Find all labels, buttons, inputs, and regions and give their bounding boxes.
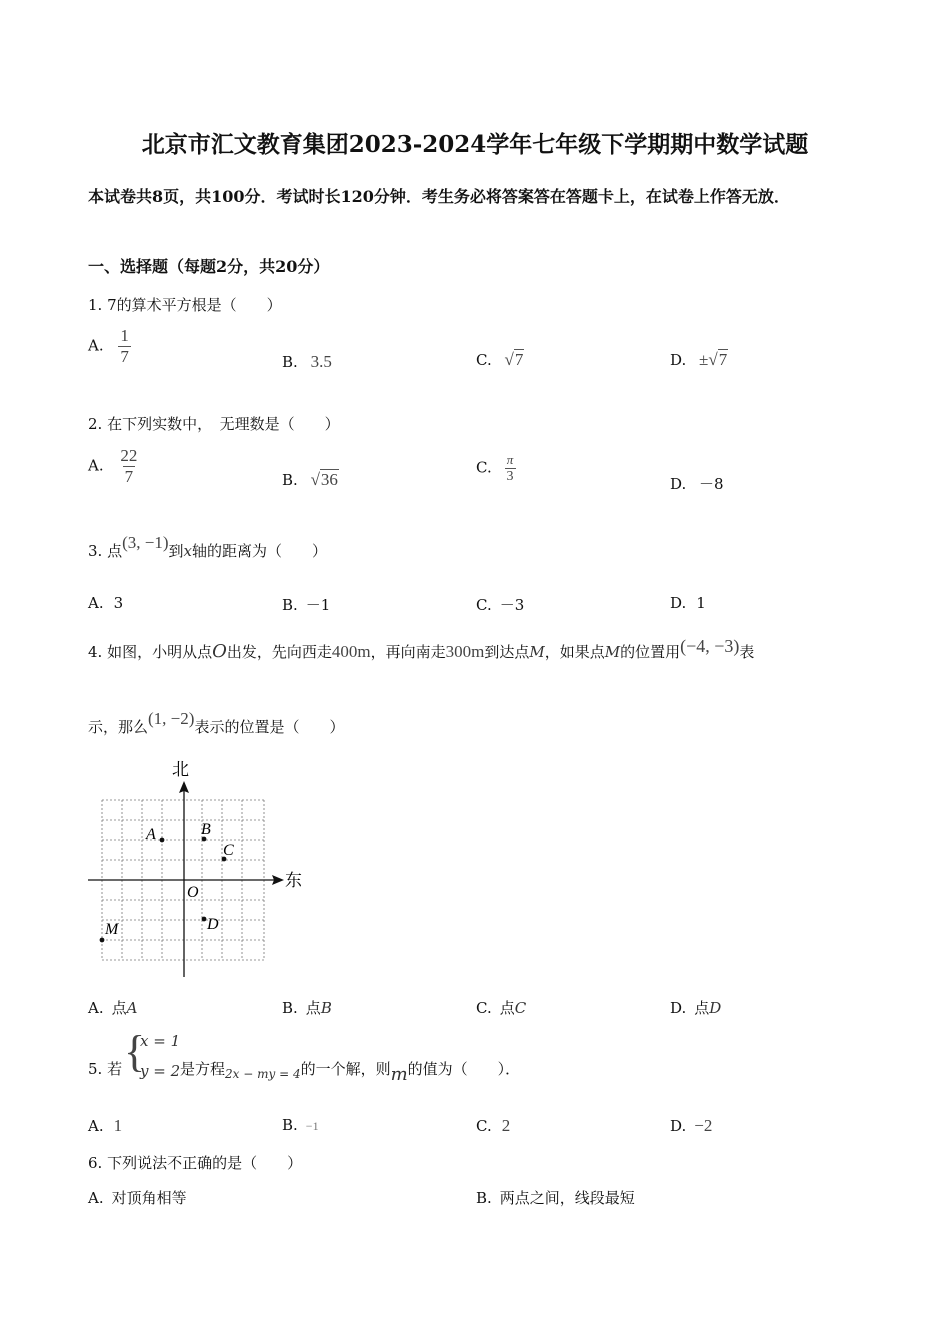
stem-text: 的位置用 bbox=[620, 643, 681, 661]
q5-option-d bbox=[670, 1116, 712, 1136]
option-label: B. bbox=[476, 1189, 492, 1207]
system-equation-2: y = 2 bbox=[140, 1062, 181, 1080]
option-text: 点 bbox=[111, 999, 127, 1017]
option-label: D. bbox=[670, 1117, 687, 1135]
option-label: C. bbox=[476, 999, 492, 1017]
option-label: D. bbox=[670, 475, 687, 493]
option-label: D. bbox=[670, 351, 687, 369]
stem-text: 的一个解，则 bbox=[300, 1060, 391, 1078]
question-3-stem bbox=[88, 533, 328, 561]
point-b-label: B bbox=[201, 821, 211, 838]
numerator: 22 bbox=[120, 446, 138, 465]
option-label: D. bbox=[670, 594, 687, 612]
distance-west: 400m bbox=[331, 642, 371, 661]
question-2-stem: 2. 在下列实数中， 无理数是（ ） bbox=[88, 415, 340, 433]
option-label: B. bbox=[282, 999, 298, 1017]
option-label: A. bbox=[88, 456, 104, 475]
equation: 2x − my = 4 bbox=[225, 1067, 301, 1081]
stem-text: ，如果点 bbox=[544, 643, 605, 661]
option-text: 对顶角相等 bbox=[111, 1189, 187, 1207]
stem-text: 到达点 bbox=[484, 643, 530, 661]
option-label: A. bbox=[88, 336, 104, 355]
q5-option-b bbox=[282, 1116, 319, 1134]
q2-option-a bbox=[88, 446, 139, 487]
point-d-label: D bbox=[207, 916, 219, 933]
option-label: B. bbox=[282, 596, 298, 614]
denominator: 3 bbox=[506, 469, 514, 484]
square-root: √36 bbox=[310, 470, 338, 489]
option-text: 点 bbox=[305, 999, 321, 1017]
question-5-prefix: 5. 若 bbox=[88, 1060, 123, 1078]
stem-text: 表 bbox=[739, 643, 755, 661]
point-a-label: A bbox=[146, 826, 156, 843]
stem-text: 3. 点 bbox=[88, 542, 123, 560]
q6-option-b bbox=[476, 1187, 635, 1208]
north-label: 北 bbox=[172, 760, 189, 779]
page-title: 北京市汇文教育集团2023-2024学年七年级下学期期中数学试题 bbox=[141, 131, 809, 158]
q4-option-d bbox=[670, 997, 721, 1018]
point-d-dot bbox=[202, 917, 207, 922]
option-point: B bbox=[320, 999, 332, 1017]
stem-text: 是方程 bbox=[180, 1060, 226, 1078]
option-value: 1 bbox=[696, 594, 706, 612]
option-text: 点 bbox=[499, 999, 515, 1017]
plus-minus-sign: ± bbox=[699, 350, 709, 369]
option-label: B. bbox=[282, 471, 298, 489]
q1-option-d bbox=[670, 350, 728, 370]
q1-option-c bbox=[476, 350, 524, 370]
option-value: −2 bbox=[694, 1116, 713, 1135]
numerator: 1 bbox=[120, 326, 129, 345]
stem-text: 表示的位置是（ ） bbox=[194, 718, 345, 736]
section-heading: 一、选择题（每题2分，共20分） bbox=[88, 257, 330, 276]
option-label: C. bbox=[476, 1117, 492, 1135]
point-coordinate: (3, −1) bbox=[122, 533, 169, 552]
option-label: C. bbox=[476, 351, 492, 369]
q5-option-c bbox=[476, 1116, 510, 1136]
q3-option-d bbox=[670, 594, 706, 612]
q3-option-c bbox=[476, 594, 524, 615]
q4-option-c bbox=[476, 997, 526, 1018]
question-1-stem: 1. 7的算术平方根是（ ） bbox=[88, 296, 282, 314]
q2-option-c bbox=[476, 452, 516, 485]
question-4-stem-line2 bbox=[88, 709, 345, 737]
coordinate-query: (1, −2) bbox=[148, 709, 195, 728]
option-label: C. bbox=[476, 458, 492, 477]
east-label: 东 bbox=[285, 871, 302, 890]
q4-option-b bbox=[282, 997, 332, 1018]
coordinate-m: (−4, −3) bbox=[680, 636, 740, 656]
option-value: −1 bbox=[305, 1119, 319, 1133]
question-6-stem: 6. 下列说法不正确的是（ ） bbox=[88, 1154, 303, 1172]
square-root: √7 bbox=[504, 350, 524, 369]
option-label: A. bbox=[88, 594, 104, 612]
option-label: A. bbox=[88, 999, 104, 1017]
point-m-dot bbox=[100, 938, 105, 943]
radicand: 7 bbox=[718, 350, 728, 369]
option-value: 3.5 bbox=[310, 352, 332, 371]
stem-text: 的值为（ ）． bbox=[407, 1060, 521, 1078]
option-label: C. bbox=[476, 596, 492, 614]
q5-option-a bbox=[88, 1116, 122, 1136]
fraction bbox=[505, 452, 516, 485]
option-value: －1 bbox=[305, 596, 331, 614]
q6-option-a bbox=[88, 1187, 187, 1208]
stem-text: 到 bbox=[168, 542, 184, 560]
option-text: 两点之间，线段最短 bbox=[499, 1189, 635, 1207]
stem-text: 4. 如图，小明从点 bbox=[88, 643, 213, 661]
radicand: 36 bbox=[320, 470, 338, 489]
q3-option-a bbox=[88, 594, 123, 612]
q1-option-a bbox=[88, 326, 131, 367]
stem-text: 轴的距离为（ ） bbox=[192, 542, 328, 560]
q4-option-a bbox=[88, 997, 137, 1018]
option-label: B. bbox=[282, 1116, 298, 1134]
question-4-stem-line1 bbox=[88, 636, 755, 662]
stem-text: ，再向南走 bbox=[370, 643, 446, 661]
point-m: M bbox=[529, 643, 545, 661]
exam-instructions: 本试卷共8页，共100分．考试时长120分钟．考生务必将答案答在答题卡上，在试卷上作答无放． bbox=[88, 187, 790, 206]
option-value: －3 bbox=[499, 596, 525, 614]
option-label: A. bbox=[88, 1189, 104, 1207]
option-point: A bbox=[126, 999, 138, 1017]
denominator: 7 bbox=[124, 467, 134, 486]
fraction bbox=[118, 326, 131, 367]
question-5-stem bbox=[180, 1058, 521, 1085]
stem-text: 出发，先向西走 bbox=[226, 643, 332, 661]
point-a-dot bbox=[160, 838, 165, 843]
option-label: A. bbox=[88, 1117, 104, 1135]
radicand: 7 bbox=[514, 350, 524, 369]
q1-option-b bbox=[282, 352, 332, 372]
variable-m: m bbox=[390, 1064, 408, 1085]
denominator: 7 bbox=[120, 347, 129, 366]
origin-label: O bbox=[187, 884, 199, 901]
q2-option-d bbox=[670, 473, 724, 494]
option-label: B. bbox=[282, 353, 298, 371]
fraction bbox=[118, 446, 139, 487]
numerator: π bbox=[506, 452, 514, 467]
system-equation-1: x = 1 bbox=[140, 1032, 181, 1050]
option-text: 点 bbox=[694, 999, 710, 1017]
option-value: 1 bbox=[113, 1116, 123, 1135]
option-value: 3 bbox=[113, 594, 124, 612]
option-point: D bbox=[709, 999, 722, 1017]
option-label: D. bbox=[670, 999, 687, 1017]
point-c-label: C bbox=[223, 842, 234, 859]
point-m-label: M bbox=[105, 921, 119, 938]
plus-minus-root: ±√7 bbox=[699, 350, 728, 369]
q2-option-b bbox=[282, 470, 339, 490]
point-m: M bbox=[604, 643, 621, 661]
option-value: 2 bbox=[501, 1116, 511, 1135]
distance-south: 300m bbox=[445, 642, 485, 661]
direction-grid-figure bbox=[84, 755, 309, 980]
option-point: C bbox=[514, 999, 527, 1017]
system-brace: { bbox=[124, 1027, 146, 1076]
q3-option-b bbox=[282, 594, 330, 615]
point-o: O bbox=[212, 641, 227, 662]
stem-text: 示，那么 bbox=[88, 718, 149, 736]
axis-variable: x bbox=[183, 542, 192, 560]
option-value: －8 bbox=[699, 475, 724, 493]
